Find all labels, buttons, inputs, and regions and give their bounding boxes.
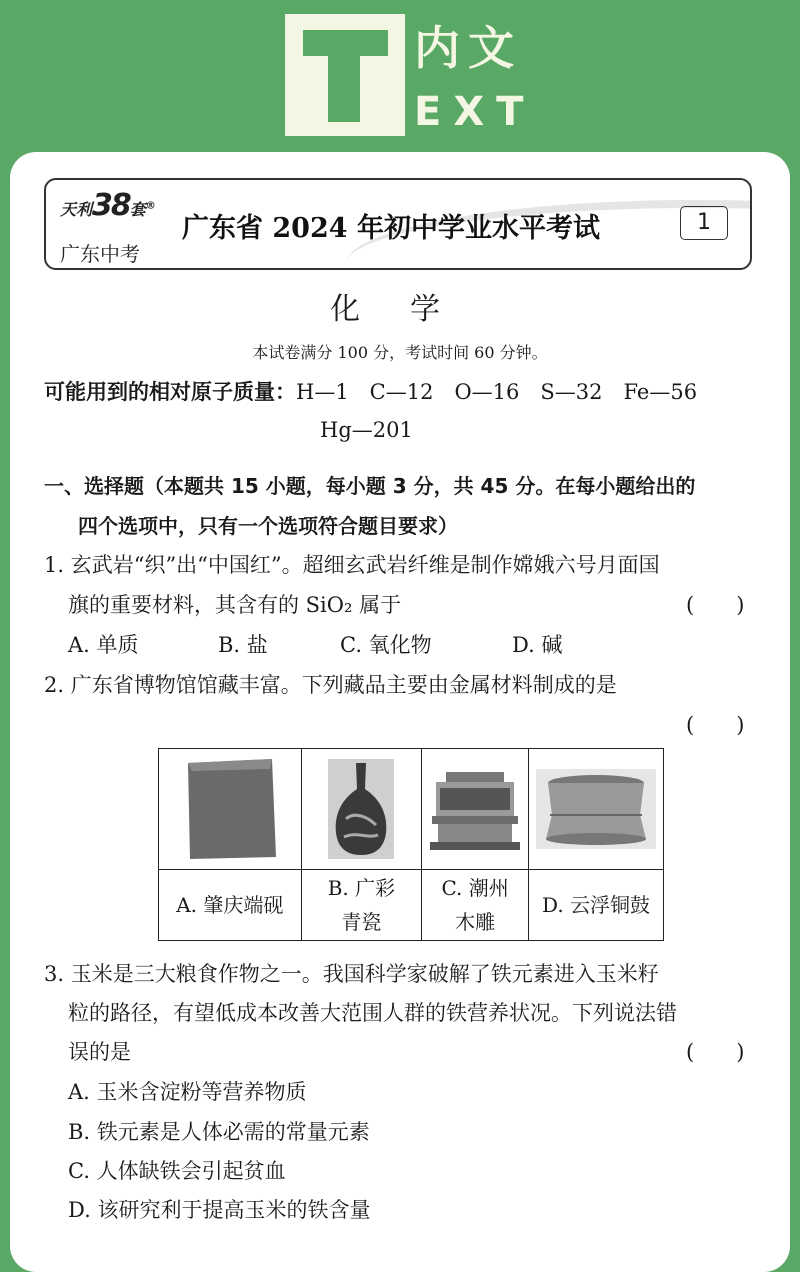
q1-option-b: B. 盐	[218, 633, 268, 657]
q3-stem-line2: 粒的路径，有望低成本改善大范围人群的铁营养状况。下列说法错	[68, 1001, 677, 1025]
paper-number-badge: 1	[680, 206, 728, 240]
q2-stem-line1: 2. 广东省博物馆馆藏丰富。下列藏品主要由金属材料制成的是	[44, 673, 617, 697]
q2-option-c-cell: C. 潮州 木雕	[422, 870, 529, 941]
atomic-mass-line1: 可能用到的相对原子质量：H—1 C—12 O—16 S—32 Fe—56	[44, 380, 698, 404]
atomic-mass-line2: Hg—201	[320, 418, 413, 442]
brand-logo: 天利38套®	[60, 188, 156, 223]
q1-stem-line1: 1. 玄武岩“织”出“中国红”。超细玄武岩纤维是制作嫦娥六号月面国	[44, 553, 660, 577]
section1-title-line1: 一、选择题（本题共 15 小题，每小题 3 分，共 45 分。在每小题给出的	[44, 474, 696, 498]
q1-option-c: C. 氧化物	[340, 633, 432, 657]
q1-answer-blank: ( )	[686, 593, 745, 617]
subject-title: 化学	[330, 292, 490, 327]
text-logo-letter	[285, 14, 405, 136]
wood-carving-image	[422, 749, 529, 870]
q3-answer-blank: ( )	[686, 1040, 745, 1064]
q3-option-a: A. 玉米含淀粉等营养物质	[68, 1080, 307, 1104]
q3-option-b: B. 铁元素是人体必需的常量元素	[68, 1120, 370, 1144]
q1-option-d: D. 碱	[512, 633, 563, 657]
q3-stem-line3: 误的是	[68, 1040, 131, 1064]
q1-option-a: A. 单质	[68, 633, 139, 657]
header-label-cn: 内文	[414, 21, 522, 75]
q2-answer-blank: ( )	[686, 713, 745, 737]
q3-option-c: C. 人体缺铁会引起贫血	[68, 1159, 286, 1183]
q1-stem-line2: 旗的重要材料，其含有的 SiO₂ 属于	[68, 593, 402, 617]
region-label: 广东中考	[60, 242, 140, 266]
inkstone-image	[159, 749, 302, 870]
exam-title: 广东省 2024 年初中学业水平考试	[182, 213, 600, 244]
q2-options-table	[158, 748, 664, 941]
q2-option-b-cell: B. 广彩 青瓷	[301, 870, 422, 941]
header-label-en: EXT	[414, 89, 536, 135]
q2-option-d-cell: D. 云浮铜鼓	[529, 870, 664, 941]
porcelain-vase-image	[301, 749, 422, 870]
exam-info: 本试卷满分 100 分，考试时间 60 分钟。	[252, 343, 548, 362]
bronze-drum-image	[529, 749, 664, 870]
q3-option-d: D. 该研究利于提高玉米的铁含量	[68, 1198, 371, 1222]
q2-option-a-cell: A. 肇庆端砚	[159, 870, 302, 941]
q3-stem-line1: 3. 玉米是三大粮食作物之一。我国科学家破解了铁元素进入玉米籽	[44, 962, 659, 986]
section1-title-line2: 四个选项中，只有一个选项符合题目要求）	[78, 514, 458, 538]
